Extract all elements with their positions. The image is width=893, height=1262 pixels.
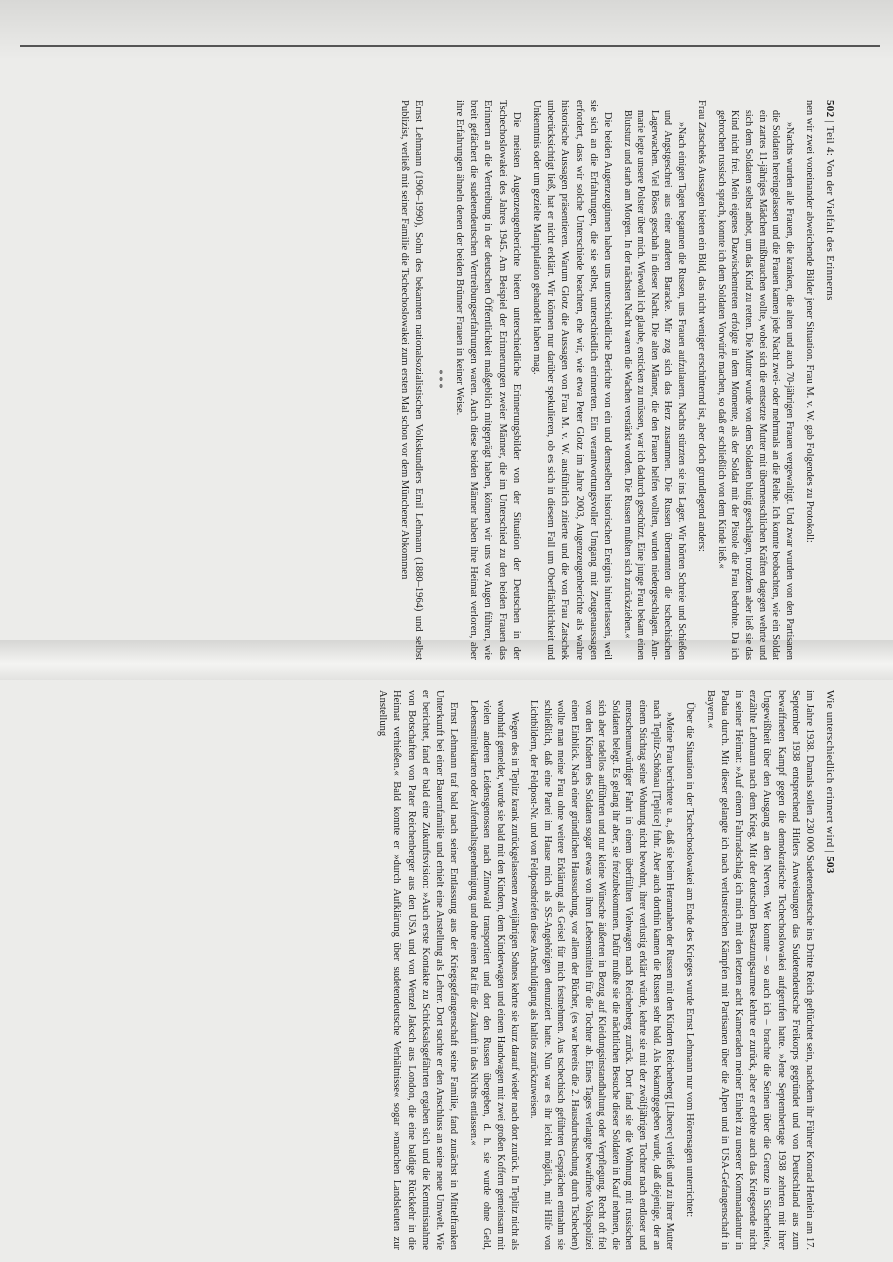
paragraph: Die meisten Augenzeugenberichte bieten unterschiedliche Erinnerungsbilder von der Situation der Deutschen in der Tschechoslowakei des Jahres 1945. Am Beispiel der Erinnerungen zweier Männer, die im Unterschied zu den beiden Frauen das Erinnern an die Vertreibung in der deutschen Öffentlichkeit maßgeblich mitgeprägt haben, können wir uns vor Augen führen, wie breit gefächert die sudetendeutschen Vertreibungserfahrungen waren. Auch diese beiden Männer haben ihre Heimat verloren, aber ihre Erfahrungen ähneln denen der beiden Brünner Frauen in keiner Weise. xyxy=(454,100,522,660)
block-quote: »Nachts wurden alle Frauen, die kranken, die alten und auch 70-jährigen Frauen vergewaltigt. Und zwar wurden von den Partisanen die Soldaten hereingelassen und die Frauen kamen jede Nacht zwei- oder mehrmals an die Reihe. Ich konnte beobachten, wie ein Soldat ein zartes 11-jähriges Mädchen mißbrauchen wollte, wobei sich die entsetzte Mutter mit übermenschlichen Kräften dagegen wehrte und sich dem Soldaten selbst anbot, um das Kind zu retten. Die Mutter wurde von dem Soldaten blutig geschlagen, trotzdem aber ließ sie das Kind nicht frei. Mein eigenes Dazwischentreten erfolgte in dem Momente, als der Soldat mit der Pistole die Frau bedrohte. Da ich gebrochen russisch sprach, konnte ich dem Soldaten Vorwürfe machen, so daß er schließlich von dem Kinde ließ.« xyxy=(715,110,795,660)
block-quote: »Nach einigen Tagen begannen die Russen, uns Frauen aufzulauern. Nachts stürzten sie ins Lager. Wir hörten Schreie und Schießen und Angstgeschrei aus einer anderen Baracke. Mir zog sich das Herz zusammen. Die Russen überrannten die tschechischen Lagerwachen. Viel Böses geschah in dieser Nacht. Die alten Männer, die den Frauen helfen wollten, wurden niedergeschlagen. Ann-marie legte unsere Polster über mich. Wiewohl ich glaube, ersticken zu müssen, war ich dadurch geschützt. Eine junge Frau bekam einen Blutsturz und starb am Morgen. In der nächsten Nacht waren die Wachen verstärkt worden. Die Russen mußten sich zurückziehen.« xyxy=(621,110,688,660)
paragraph: Ernst Lehmann traf bald nach seiner Entlassung aus der Kriegsgefangenschaft seine Familie, fand zunächst in Mittelfranken Unterkunft bei einer Bauernfamilie und erhielt eine Anstellung als Lehrer. Dort suchte er den Anschluss an seine neue Umwelt. Wie er berichtet, fand er bald eine Zukunftsvision: »Auch erste Kontakte zu Schicksalsgefährten ergaben sich und die Kenntnisnahme von Botschaften von Pater Reichenberger aus den USA und von Wenzel Jaksch aus London, die eine baldige Rückkehr in die Heimat verhießen.« Bald konnte er »durch Aufklärung über sudetendeutsche Verhältnisse« sogar »manchen Landsleuten zur Anstellung xyxy=(377,690,460,1250)
left-page-number: 502 xyxy=(824,100,836,118)
paragraph: Ernst Lehmann (1906–1990), Sohn des bekannten nationalsozialistischen Volkskundlers Emil Lehmann (1880–1964) und selbst Publizist, verließ mit seiner Familie die Tschechoslowakei zum ersten Mal schon vor dem Münchener Abkommen xyxy=(398,100,424,660)
paragraph: nen wir zwei voneinander abweichende Bilder jener Situation. Frau M. v. W. gab Folgendes zu Protokoll: xyxy=(804,100,815,543)
section-separator: *** xyxy=(432,369,444,391)
left-page xyxy=(116,100,836,660)
paragraph: Die beiden Augenzeuginnen haben uns unterschiedliche Berichte von ein und demselben historischen Ereignis hinterlassen, weil sie sich an die Erfahrungen, die sie selbst, unterschiedlich erinnerten. Ein verantwortungsvoller Umgang mit Zeugenaussagen erfordert, dass wir solche Unterschiede beachten, ehe wir, wie etwa Peter Glotz im Jahre 2003, Augenzeugenberichte als wahre historische Aussagen präsentieren. Warum Glotz die Aussagen von Frau M. v. W. ausführlich zitierte und die von Frau Zatschek unberücksichtigt ließ, hat er nicht erklärt. Wir können nur darüber spekulieren, ob es sich in diesem Fall um Oberflächlichkeit und Unkenntnis oder um gezielte Manipulation gehandelt haben mag. xyxy=(531,100,614,660)
right-page xyxy=(56,690,836,1250)
right-page-number: 503 xyxy=(824,856,836,874)
left-running-title: Teil 4: Von der Vielfalt des Erinnerns xyxy=(824,125,836,301)
paragraph: im Jahre 1938. Damals sollen 230 000 Sudetendeutsche ins Dritte Reich geflüchtet sein, nachdem ihr Führer Konrad Henlein am 17. September 1938 entsprechend Hitlers Anweisungen das Sudetendeutsche Freikorps gegründet und von Deutschland aus zum bewaffneten Kampf gegen die demokratische Tschechoslowakei aufgerufen hatte. »Jene Septembertage 1938 zehrten mit ihrer Ungewißheit über den Ausgang an den Nerven. Wer konnte – so auch ich – brachte die Seinen über die Grenze in Sicherheit«, erzählte Lehmann nach dem Krieg. Mit der deutschen Besatzungsarmee kehrte er zurück, aber er erlebte auch das Kriegsende nicht in seiner Heimat: »Auf einem Fahrradschlag ich mich mit den letzten acht Kameraden meiner Einheit zu unserer Kommandantur in Padua durch. Mit dieser gelangte ich nach verlustreichen Kämpfen mit Partisanen über die Alpen und in USA-Gefangenschaft in Bayern.« xyxy=(704,690,815,1250)
block-quote: Wegen des in Teplitz krank zurückgelassenen zweijährigen Sohnes kehrte sie kurz darauf wieder nach dort zurück. In Teplitz nicht als wohnhaft gemeldet, wurde sie bald mit den Kindern, dem Kinderwagen und einem Handwagen mit zwei großen Koffern gemeinsam mit vielen anderen Leidensgenossen nach Zinnwald transportiert und dort den Russen übergeben, d. h. sie wurde ohne Geld, Lebensmittelkarten oder Aufenthaltsgenehmigung und ohne einen Rat für die Zukunft in das Nichts entlassen.« xyxy=(467,700,520,1250)
left-page-body xyxy=(396,100,816,660)
right-running-head: Wie unterschiedlich erinnert wird | 503 xyxy=(824,690,836,874)
left-running-head: 502 | Teil 4: Von der Vielfalt des Erinnerns xyxy=(824,100,836,301)
paragraph: Über die Situation in der Tschechoslowakei am Ende des Krieges wurde Ernst Lehmann nur vom Hörensagen unterrichtet: xyxy=(684,702,696,1218)
paragraph: Frau Zatscheks Aussagen bieten ein Bild, das nicht weniger erschütternd ist, aber doch grundlegend anders: xyxy=(696,100,708,552)
block-quote: »Meine Frau berichtete u. a., daß sie beim Herannahen der Russen mit den Kindern Reichenberg [Liberec] verließ und zu ihrer Mutter nach Teplitz-Schönau [Teplice] fuhr. Aber auch dorthin kamen die Russen sehr bald. Als bekanntgegeben wurde, daß diejenige, der an einem Stichtag seine Wohnung nicht bewohnt, ihrer verlustig erklärt würde, kehrte sie mit der zwölfjährigen Tochter nach endloser und menschenunwürdiger Fahrt in einem überfüllten Viehwagen nach Reichenberg zurück. Dort fand sie die Wohnung mit russischen Soldaten belegt. Es gelang ihr aber, sie freizubekommen. Dafür mußte sie die nächtlichen Besuche dieser Soldaten in Kauf nehmen, die sich aber tadellos aufführten und nur kleine Wünsche äußerten in Bezug auf Kleidungsinstandhaltung oder Verpflegung. Recht oft fiel von den Kindern des Soldaten sogar etwas von ihren Lebensmitteln für die Tochter ab. Eines Tages verlangte bewaffnete Volkspolizei einen Einblick. Nach einer gründlichen Haussuchung, vor allem der Bücher, (es war bereits die 2. Hausdurchsuchung durch Tschechen) wollte man meine Frau ohne weitere Erklärung als Geisel für mich festnehmen. Aus tschechisch geführten Gesprächen entnahm sie schließlich, daß eine Partei im Hause mich als SS-Angehörigen denunziert hatte. Nun war es ihr leicht möglich, mit Hilfe von Lichtbildern, der Feldpost-Nr. und von Feldpostbriefen diese Anschuldigung als haltlos zurückzuweisen. xyxy=(528,700,676,1250)
right-running-title: Wie unterschiedlich erinnert wird xyxy=(824,690,836,848)
right-page-body xyxy=(375,690,816,1250)
